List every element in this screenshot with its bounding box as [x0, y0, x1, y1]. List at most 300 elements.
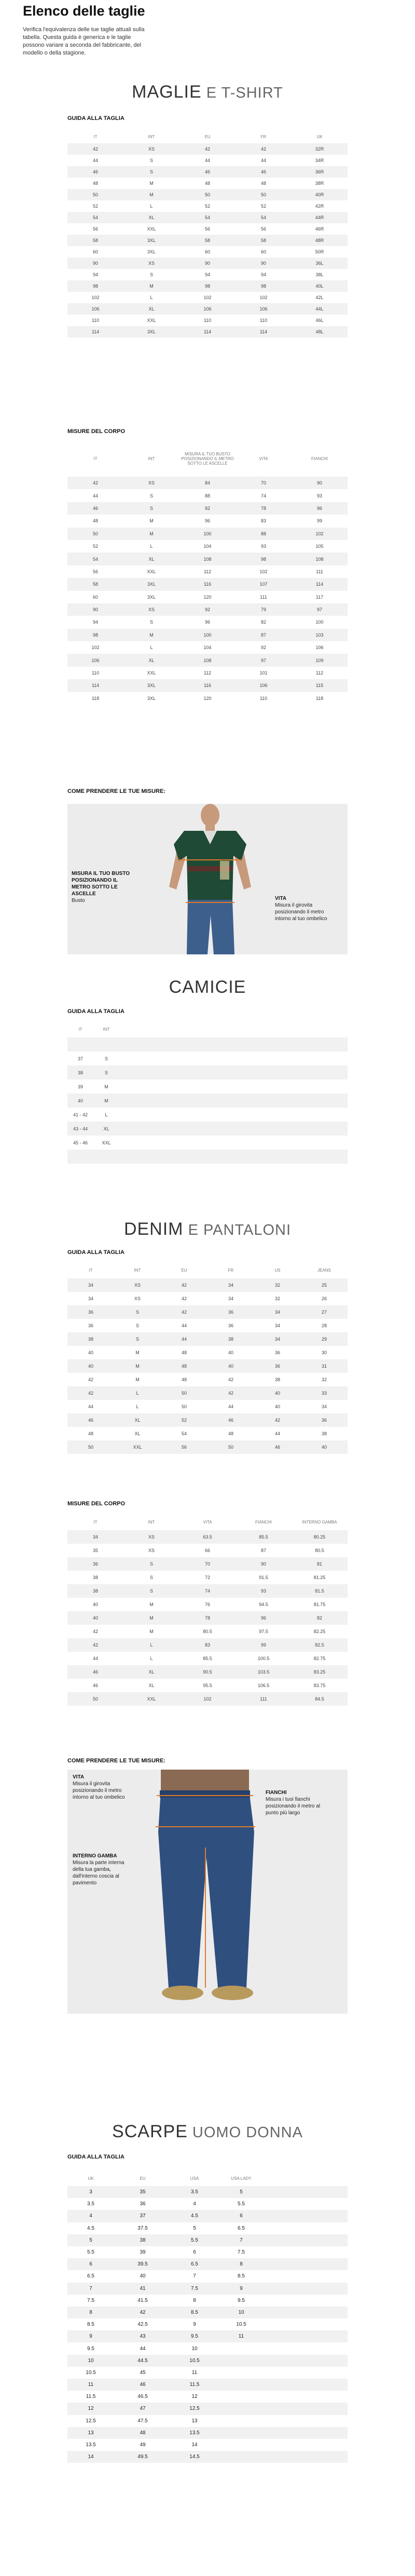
table-cell: 93	[236, 1584, 292, 1598]
table-cell	[218, 2415, 265, 2427]
column-header: INT	[148, 456, 155, 461]
table-cell: 98	[67, 280, 123, 292]
table-cell: 7.5	[87, 2297, 94, 2303]
table-row	[67, 552, 348, 565]
table-row	[67, 223, 348, 235]
table-row	[67, 2258, 348, 2270]
table-row	[67, 679, 348, 692]
column-header: EU	[204, 134, 211, 139]
column-header: FIANCHI	[311, 456, 328, 461]
table-cell: L	[150, 544, 153, 549]
table-cell: S	[104, 1056, 108, 1061]
table-row	[67, 1332, 348, 1346]
table-cell: 34R	[315, 158, 324, 163]
table-cell: 3.5	[87, 2201, 94, 2207]
table-cell: 45 - 46	[73, 1140, 88, 1145]
callout-denim-vita-text: Misura il girovita posizionando il metro intorno al tuo ombelico	[73, 1781, 125, 1800]
table-cell	[67, 1037, 93, 1051]
table-cell: 11	[67, 2379, 114, 2391]
table-cell: 38	[114, 2234, 171, 2246]
table-cell: 80.5	[203, 1629, 212, 1634]
table-cell: 13.5	[86, 2442, 96, 2448]
table-cell: 4	[193, 2201, 196, 2207]
table-cell: 44	[161, 1332, 208, 1346]
table-cell: 32	[321, 1377, 327, 1382]
table-cell: 98	[179, 280, 236, 292]
table-cell-spacer	[265, 2367, 348, 2379]
table-cell: 94	[92, 619, 98, 625]
table-cell: 14	[67, 2451, 114, 2463]
table-cell: M	[104, 1084, 108, 1089]
table-row	[67, 1136, 348, 1150]
table-cell: 7	[193, 2273, 196, 2280]
table-row	[67, 2379, 348, 2391]
table-cell: 43	[114, 2330, 171, 2342]
table-cell: XXL	[102, 1140, 111, 1145]
column-header: UK	[316, 134, 323, 139]
table-cell: M	[123, 629, 179, 641]
table-cell: 46.5	[137, 2394, 148, 2400]
denim-how-label: COME PRENDERE LE TUE MISURE:	[67, 1758, 165, 1764]
table-row	[67, 258, 348, 269]
table-cell: 39	[77, 1084, 83, 1089]
table-cell: 7	[218, 2234, 265, 2246]
camicie-guide-label: GUIDA ALLA TAGLIA	[67, 1008, 125, 1015]
callout-gamba-title: INTERNO GAMBA	[73, 1853, 117, 1859]
table-row	[67, 2246, 348, 2258]
table-cell: 9.5	[87, 2345, 94, 2352]
table-row	[67, 692, 348, 705]
table-cell: 10	[218, 2307, 265, 2318]
table-cell: 110	[259, 695, 268, 701]
table-cell: 58	[67, 578, 123, 590]
table-cell: 9	[193, 2322, 196, 2328]
table-cell: 97.5	[259, 1629, 268, 1634]
table-cell-spacer	[265, 2283, 348, 2295]
table-row	[67, 1122, 348, 1136]
callout-busto-title: MISURA IL TUO BUSTO POSIZIONANDO IL METRO SOTTO LE ASCELLE	[72, 871, 130, 897]
table-cell	[218, 2427, 265, 2439]
table-row	[67, 2342, 348, 2354]
table-cell: 13.5	[171, 2427, 218, 2439]
callout-fianchi-text: Misura i tuoi fianchi posizionando il metro al punto più largo	[266, 1797, 321, 1816]
table-cell: 98	[236, 280, 292, 292]
table-cell: M	[149, 1602, 154, 1607]
table-row	[67, 1373, 348, 1386]
table-cell: XL	[123, 212, 179, 223]
table-cell: 36	[67, 1305, 114, 1319]
table-cell: 30	[321, 1350, 327, 1355]
table-row	[67, 143, 348, 155]
table-cell: S	[149, 158, 153, 163]
table-cell: 42	[179, 143, 236, 155]
table-cell: XL	[123, 1665, 179, 1679]
table-cell-spacer	[265, 2270, 348, 2282]
table-cell: 40	[67, 1359, 114, 1373]
table-cell: 108	[179, 552, 236, 565]
table-row	[67, 315, 348, 326]
table-cell: 120	[203, 695, 212, 701]
table-cell: 13	[67, 2427, 114, 2439]
table-cell-spacer	[265, 2355, 348, 2367]
table-cell: 44L	[292, 303, 348, 315]
table-cell: 54	[179, 212, 236, 223]
table-cell: 81.25	[313, 1575, 326, 1580]
table-cell: 56	[92, 569, 98, 574]
table-cell: 72	[204, 1575, 210, 1580]
table-cell: S	[114, 1305, 161, 1319]
table-cell: M	[123, 528, 179, 540]
table-cell: 98	[67, 629, 123, 641]
table-cell: 116	[179, 679, 236, 692]
table-cell: 85.5	[236, 1530, 292, 1544]
table-cell: 83.25	[292, 1665, 348, 1679]
table-cell: 80.5	[315, 1548, 324, 1553]
table-cell: 8	[218, 2258, 265, 2270]
table-cell: 38	[208, 1332, 254, 1346]
table-cell: 84	[179, 477, 236, 489]
table-cell-spacer	[119, 1150, 348, 1164]
callout-busto-text: Busto	[72, 898, 85, 903]
table-cell-spacer	[265, 2451, 348, 2463]
table-cell: 3XL	[147, 695, 156, 701]
scarpe-guide-label: GUIDA ALLA TAGLIA	[67, 2154, 125, 2160]
table-cell: 46	[67, 1665, 123, 1679]
maglie-how-label: COME PRENDERE LE TUE MISURE:	[67, 788, 165, 794]
column-header: UK	[88, 2176, 94, 2181]
table-cell: 81.75	[313, 1602, 326, 1607]
table-cell: 5.5	[87, 2249, 94, 2256]
table-cell: 56	[204, 226, 210, 232]
table-cell: 114	[292, 578, 348, 590]
table-cell: 50	[67, 1692, 123, 1706]
table-cell: 8.5	[87, 2322, 94, 2328]
column-header: USA	[190, 2176, 199, 2181]
table-cell: 82	[292, 1611, 348, 1625]
scarpe-size-table	[67, 2170, 348, 2463]
table-cell: 114	[67, 679, 123, 692]
table-row	[67, 2186, 348, 2198]
column-header: USA LADY	[231, 2176, 252, 2181]
column-header: INT	[148, 1519, 155, 1525]
table-cell: 74	[179, 1584, 236, 1598]
table-cell: 90.5	[179, 1665, 236, 1679]
table-row	[67, 1108, 348, 1122]
table-row	[67, 1150, 348, 1164]
callout-gamba-text: Misura la parte interna della tua gamba, dall'interno coscia al pavimento	[73, 1860, 125, 1886]
table-row	[67, 2403, 348, 2415]
table-cell: 40	[88, 1350, 93, 1355]
table-cell: 94	[260, 272, 266, 277]
table-cell: 34	[274, 1323, 280, 1328]
table-cell: 36	[67, 1557, 123, 1571]
table-cell: 42	[67, 477, 123, 489]
table-cell: 48	[181, 1377, 187, 1382]
table-header-row	[67, 1262, 348, 1278]
column-header: INTERNO GAMBA	[302, 1519, 337, 1525]
table-cell: 46	[67, 166, 123, 178]
table-row	[67, 2283, 348, 2295]
table-cell: XS	[123, 143, 179, 155]
table-row	[67, 1292, 348, 1305]
table-cell: 112	[203, 569, 212, 574]
table-cell: 32	[274, 1296, 280, 1301]
table-cell: 76	[204, 1602, 210, 1607]
table-cell: 83	[179, 1638, 236, 1652]
table-cell: 12	[67, 2403, 114, 2415]
table-cell: 6.5	[171, 2258, 218, 2270]
table-cell: 36R	[292, 166, 348, 178]
table-row	[67, 246, 348, 258]
callout-busto	[72, 870, 134, 904]
table-row	[67, 1066, 348, 1080]
section-title-maglie	[0, 82, 415, 102]
table-cell: S	[149, 493, 153, 498]
column-header: IT	[93, 456, 98, 461]
section-title-camicie-text: CAMICIE	[169, 977, 246, 997]
column-header: INT	[103, 1027, 110, 1032]
section-title-main: MAGLIE	[132, 82, 202, 102]
table-cell: 110	[203, 318, 212, 323]
table-cell: 50	[179, 189, 236, 200]
table-cell: 118	[315, 695, 324, 701]
table-header-row	[67, 130, 348, 143]
table-cell: 49	[140, 2442, 146, 2448]
table-cell: 34	[321, 1404, 327, 1409]
table-row	[67, 1571, 348, 1584]
table-cell: 95.5	[203, 1683, 212, 1688]
table-cell-spacer	[265, 2307, 348, 2318]
table-cell	[218, 2391, 265, 2403]
table-cell	[218, 2367, 265, 2379]
table-cell: M	[149, 181, 154, 186]
table-cell-spacer	[119, 1037, 348, 1051]
callout-fianchi-title: FIANCHI	[266, 1790, 287, 1796]
table-cell: 6	[67, 2258, 114, 2270]
table-cell: 96	[292, 502, 348, 515]
table-cell: 36	[254, 1359, 301, 1373]
column-header: US	[274, 1267, 281, 1273]
table-cell: 97	[292, 603, 348, 616]
table-cell: 28	[321, 1323, 327, 1328]
table-cell: 114	[67, 326, 123, 338]
table-cell: 49.5	[114, 2451, 171, 2463]
table-row	[67, 2427, 348, 2439]
table-row	[67, 200, 348, 212]
table-cell: 48	[260, 181, 266, 186]
table-cell: 82.5	[292, 1638, 348, 1652]
table-cell: 38R	[315, 181, 324, 186]
table-cell: 42R	[315, 204, 324, 209]
table-row	[67, 1094, 348, 1108]
table-cell: 13	[191, 2418, 198, 2424]
table-cell: 106	[67, 654, 123, 666]
table-cell: 74	[260, 493, 266, 498]
table-cell: 42	[161, 1278, 208, 1292]
table-cell: 114	[179, 326, 236, 338]
table-cell: 103	[292, 629, 348, 641]
table-row	[67, 1557, 348, 1571]
table-cell: 34	[254, 1332, 301, 1346]
table-cell: 50	[181, 1404, 187, 1409]
table-cell: 31	[301, 1359, 348, 1373]
table-cell: 38	[67, 1332, 114, 1346]
table-row	[67, 591, 348, 603]
table-cell: 38	[92, 1575, 98, 1580]
table-cell: 94	[204, 272, 210, 277]
table-cell: XL	[93, 1122, 119, 1136]
column-header: IT	[89, 1267, 93, 1273]
table-cell: M	[123, 1611, 179, 1625]
table-cell: 83.75	[313, 1683, 326, 1688]
table-cell: 79	[236, 603, 292, 616]
table-row	[67, 603, 348, 616]
table-cell-spacer	[265, 2234, 348, 2246]
table-cell: 70	[179, 1557, 236, 1571]
table-cell: 6	[193, 2249, 196, 2256]
callout-interno-gamba	[73, 1853, 130, 1886]
table-cell: 42	[88, 1377, 93, 1382]
table-row	[67, 528, 348, 540]
table-cell: L	[123, 1638, 179, 1652]
column-header: EU	[181, 1267, 187, 1273]
table-cell: 42	[254, 1413, 301, 1427]
table-cell: 87	[260, 1548, 266, 1553]
table-cell: 34	[88, 1296, 93, 1301]
table-cell: 110	[91, 318, 100, 323]
table-cell: 50	[67, 189, 123, 200]
table-cell-spacer	[265, 2222, 348, 2234]
table-cell: 60	[92, 249, 98, 254]
table-cell: 60	[204, 249, 210, 254]
table-cell: M	[93, 1094, 119, 1108]
table-cell: M	[123, 189, 179, 200]
table-cell: 27	[301, 1305, 348, 1319]
table-cell: 70	[236, 477, 292, 489]
table-cell: 46	[236, 166, 292, 178]
table-cell: 36L	[292, 258, 348, 269]
denim-size-table	[67, 1262, 348, 1454]
table-cell: M	[123, 280, 179, 292]
table-cell: 47.5	[137, 2418, 148, 2424]
column-header: FR	[260, 134, 267, 139]
table-cell: 56	[92, 226, 98, 232]
table-cell: 11.5	[86, 2394, 96, 2400]
table-cell: 90	[236, 1557, 292, 1571]
table-cell: S	[123, 1557, 179, 1571]
table-cell: 38	[274, 1377, 280, 1382]
table-cell: 84.5	[292, 1692, 348, 1706]
table-cell: 96	[204, 518, 210, 524]
table-cell: 44	[204, 158, 210, 163]
table-row	[67, 1652, 348, 1665]
table-cell: 3XL	[123, 326, 179, 338]
table-row	[67, 166, 348, 178]
table-cell: 29	[301, 1332, 348, 1346]
table-cell: 93	[260, 544, 266, 549]
table-cell: L	[150, 295, 153, 300]
table-cell: 33	[301, 1386, 348, 1400]
section-title-scarpe-main: SCARPE	[112, 2122, 188, 2141]
table-cell: 42	[67, 1638, 123, 1652]
maglie-size-table	[67, 130, 348, 338]
table-row	[67, 1611, 348, 1625]
table-cell: 56	[260, 226, 266, 232]
table-cell: XXL	[147, 318, 156, 323]
table-cell: 5	[67, 2234, 114, 2246]
table-cell: 106	[179, 303, 236, 315]
callout-vita	[275, 895, 332, 922]
table-cell: 38	[67, 1584, 123, 1598]
table-row	[67, 189, 348, 200]
table-row	[67, 502, 348, 515]
table-cell: XS	[123, 477, 179, 489]
table-cell: 111	[236, 1692, 292, 1706]
table-row	[67, 1037, 348, 1051]
table-row	[67, 1544, 348, 1557]
table-row	[67, 1051, 348, 1066]
table-cell: 90	[67, 603, 123, 616]
table-cell: 99	[236, 1638, 292, 1652]
callout-fianchi	[266, 1789, 328, 1816]
table-cell: 3XL	[147, 594, 156, 600]
table-cell: XL	[134, 1431, 141, 1436]
table-cell: L	[136, 1404, 139, 1409]
table-header-row	[67, 1514, 348, 1530]
table-row	[67, 629, 348, 641]
table-cell: 40	[274, 1404, 280, 1409]
table-cell: 46	[179, 166, 236, 178]
table-cell: 100	[179, 528, 236, 540]
table-cell: 104	[203, 645, 212, 651]
table-row	[67, 489, 348, 502]
table-cell: 50R	[315, 249, 324, 254]
table-row	[67, 667, 348, 679]
table-cell: 36	[301, 1413, 348, 1427]
table-row	[67, 2307, 348, 2318]
table-cell: 11.5	[171, 2379, 218, 2391]
table-cell: XL	[123, 552, 179, 565]
table-cell: 48	[228, 1431, 233, 1436]
table-cell: S	[114, 1332, 161, 1346]
table-cell: 44	[260, 158, 266, 163]
table-cell-spacer	[265, 2198, 348, 2210]
table-cell: 50	[67, 1440, 114, 1454]
table-cell: 112	[315, 670, 324, 676]
table-cell: 44	[92, 1656, 98, 1661]
table-cell: 40	[301, 1440, 348, 1454]
table-cell: 88	[236, 528, 292, 540]
table-row	[67, 2210, 348, 2222]
table-cell: 37.5	[137, 2225, 148, 2231]
table-cell: 42	[208, 1386, 254, 1400]
table-cell: 9.5	[171, 2330, 218, 2342]
table-cell: 3	[67, 2186, 114, 2198]
table-cell-spacer	[265, 2415, 348, 2427]
table-cell: 4	[67, 2210, 114, 2222]
table-cell: 40	[140, 2273, 146, 2280]
column-header: INT	[148, 134, 155, 139]
table-cell: 102	[292, 528, 348, 540]
table-cell: 44R	[292, 212, 348, 223]
table-cell: 44	[274, 1431, 280, 1436]
table-cell: 82	[260, 619, 266, 625]
table-cell: 38	[321, 1431, 327, 1436]
table-cell-spacer	[119, 1080, 348, 1094]
table-row	[67, 1080, 348, 1094]
table-row	[67, 2330, 348, 2342]
table-row	[67, 1427, 348, 1440]
